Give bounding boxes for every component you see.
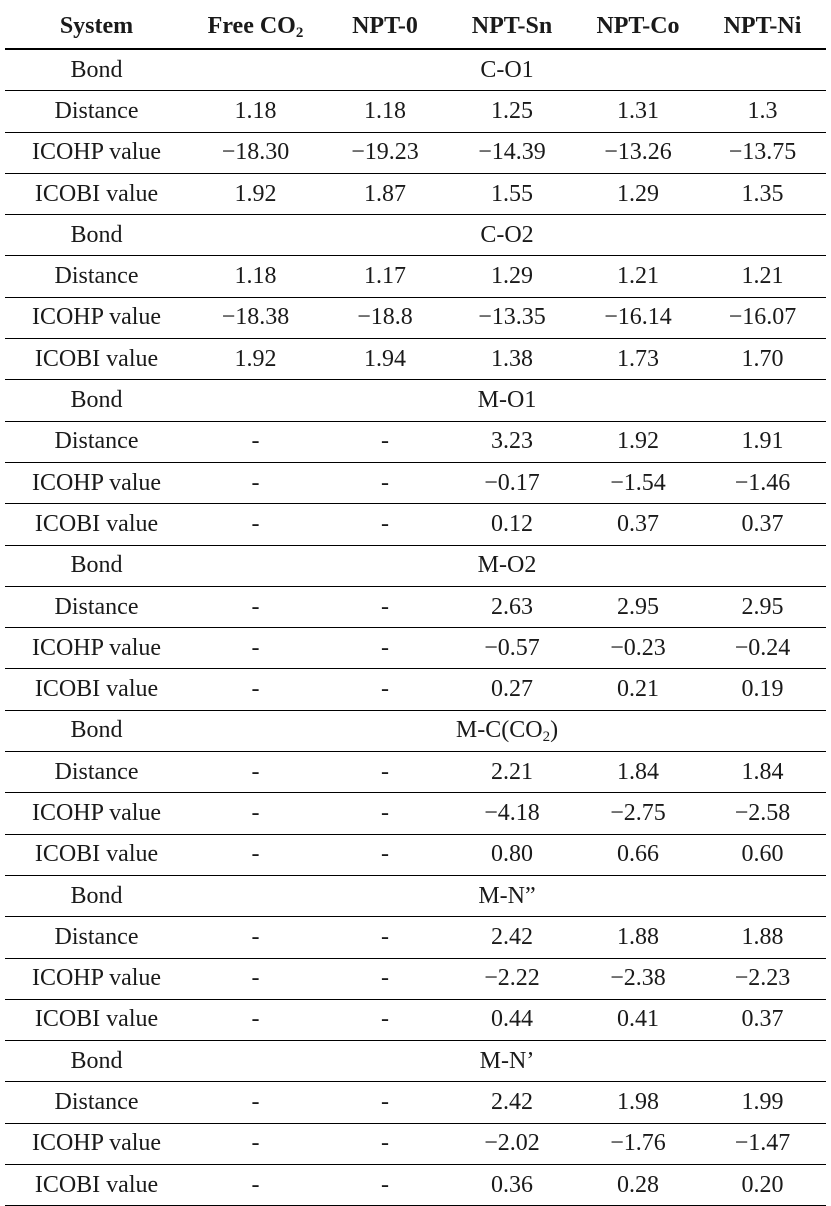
table-cell: 1.99 [741, 1089, 784, 1116]
table-cell: −2.23 [734, 965, 791, 992]
table-cell: −0.23 [610, 634, 666, 661]
row-label: Distance [54, 97, 139, 124]
bond-label: Bond [70, 717, 123, 744]
table-row [5, 297, 826, 338]
bond-name-suffix: ) [550, 717, 559, 744]
table-cell: 0.36 [491, 1171, 533, 1198]
table-cell: 1.21 [617, 263, 659, 290]
table-row [5, 1123, 826, 1164]
table-cell: 0.19 [741, 676, 784, 703]
row-label: ICOHP value [31, 634, 162, 661]
table-cell: 0.21 [617, 676, 659, 703]
table-cell: 1.18 [234, 263, 277, 290]
table-cell: −1.54 [610, 469, 666, 496]
table-row [5, 91, 826, 132]
header-npt-co: NPT-Co [577, 4, 699, 49]
table-cell: 1.87 [364, 180, 406, 207]
header-free-co2-text: Free CO [207, 12, 296, 39]
header-row [5, 4, 826, 49]
row-label: ICOHP value [31, 469, 162, 496]
table-row [5, 504, 826, 545]
row-label: ICOBI value [34, 1171, 159, 1198]
table-cell: - [251, 1089, 260, 1116]
bond-row [5, 710, 826, 751]
table-cell: 1.31 [617, 97, 659, 124]
table-cell: −2.58 [734, 799, 791, 826]
table-cell: - [251, 923, 260, 950]
table-cell: 2.42 [491, 923, 533, 950]
table-cell: 0.20 [741, 1171, 784, 1198]
table-cell: 0.28 [617, 1171, 659, 1198]
table-cell: −18.8 [357, 304, 413, 331]
table-cell: 1.92 [234, 345, 277, 372]
table-body [5, 49, 826, 1206]
table-cell: - [251, 841, 260, 868]
row-label: ICOBI value [34, 345, 159, 372]
table-cell: 1.21 [741, 263, 784, 290]
table-cell: 1.84 [617, 758, 659, 785]
table-cell: 0.66 [617, 841, 659, 868]
table-cell: - [251, 965, 260, 992]
table-row [5, 958, 826, 999]
table-cell: 2.42 [491, 1089, 533, 1116]
table-cell: 1.18 [234, 97, 277, 124]
table-cell: 2.63 [491, 593, 533, 620]
table-cell: −14.39 [478, 139, 546, 166]
row-label: ICOBI value [34, 676, 159, 703]
table-cell: 1.25 [491, 97, 533, 124]
bond-row [5, 875, 826, 916]
table-cell: 0.60 [741, 841, 784, 868]
table-cell: −2.38 [610, 965, 666, 992]
table-cell: - [251, 1006, 260, 1033]
table-cell: 1.29 [491, 263, 533, 290]
table-cell: - [381, 758, 389, 785]
bond-label: Bond [70, 882, 123, 909]
table-cell: −13.35 [478, 304, 546, 331]
table-cell: - [251, 758, 260, 785]
bond-name: M-N’ [479, 1047, 535, 1074]
table-cell: - [381, 1130, 389, 1157]
table-cell: −2.75 [610, 799, 666, 826]
table-cell: −2.02 [484, 1130, 540, 1157]
row-label: Distance [54, 263, 139, 290]
table-cell: - [381, 923, 389, 950]
bond-label: Bond [70, 221, 123, 248]
table-row [5, 421, 826, 462]
header-npt-ni: NPT-Ni [699, 4, 826, 49]
table-cell: 1.92 [617, 428, 659, 455]
table-cell: 1.18 [364, 97, 406, 124]
table-cell: 1.70 [741, 345, 784, 372]
header-npt-0: NPT-0 [323, 4, 447, 49]
table-cell: 0.41 [617, 1006, 659, 1033]
table-cell: 0.44 [491, 1006, 533, 1033]
row-label: Distance [54, 593, 139, 620]
table-cell: 3.23 [491, 428, 533, 455]
table-cell: −0.17 [484, 469, 540, 496]
table-cell: - [381, 841, 389, 868]
row-label: Distance [54, 923, 139, 950]
table-cell: −1.47 [734, 1130, 791, 1157]
table-cell: 1.29 [617, 180, 659, 207]
bond-label: Bond [70, 56, 123, 83]
row-label: ICOHP value [31, 965, 162, 992]
bond-row [5, 380, 826, 421]
table-cell: −1.46 [734, 469, 791, 496]
table-cell: - [381, 510, 389, 537]
bond-name [188, 710, 826, 751]
table-row [5, 669, 826, 710]
table-cell: 1.55 [491, 180, 533, 207]
header-npt-sn: NPT-Sn [447, 4, 577, 49]
table-cell: 0.37 [617, 510, 659, 537]
table-cell: −16.07 [728, 304, 797, 331]
bond-row [5, 545, 826, 586]
header-free-co2 [188, 4, 323, 49]
table-cell: 0.37 [741, 1006, 784, 1033]
table-row [5, 834, 826, 875]
row-label: ICOBI value [34, 1006, 159, 1033]
table-row [5, 132, 826, 173]
table-row [5, 462, 826, 503]
table-cell: - [251, 469, 260, 496]
table-cell: - [251, 634, 260, 661]
table-cell: −13.75 [728, 139, 797, 166]
table-cell: - [251, 428, 260, 455]
table-row [5, 256, 826, 297]
table-cell: 1.35 [741, 180, 784, 207]
table-cell: 1.94 [364, 345, 406, 372]
table-cell: - [381, 799, 389, 826]
table-cell: −18.30 [221, 139, 290, 166]
table-cell: 1.91 [741, 428, 784, 455]
bond-label: Bond [70, 387, 123, 414]
bond-row [5, 49, 826, 91]
bonding-analysis-table-wrapper [5, 4, 826, 1206]
bond-name: C-O1 [480, 56, 534, 83]
table-cell: 1.92 [234, 180, 277, 207]
table-cell: 1.3 [747, 97, 778, 124]
row-label: ICOHP value [31, 1130, 162, 1157]
row-label: ICOBI value [34, 510, 159, 537]
table-cell: 1.88 [741, 923, 784, 950]
table-cell: - [251, 799, 260, 826]
table-cell: 1.73 [617, 345, 659, 372]
table-cell: - [381, 469, 389, 496]
table-row [5, 1165, 826, 1206]
bonding-analysis-table [5, 4, 826, 1206]
table-cell: - [381, 1171, 389, 1198]
table-row [5, 917, 826, 958]
table-row [5, 173, 826, 214]
header-system: System [5, 4, 188, 49]
bond-name: M-O1 [477, 387, 537, 414]
table-cell: - [251, 510, 260, 537]
table-cell: - [381, 1006, 389, 1033]
row-label: Distance [54, 428, 139, 455]
table-cell: - [381, 676, 389, 703]
row-label: Distance [54, 758, 139, 785]
bond-label: Bond [70, 552, 123, 579]
row-label: ICOHP value [31, 139, 162, 166]
table-cell: - [381, 1089, 389, 1116]
row-label: ICOBI value [34, 180, 159, 207]
table-cell: - [251, 1171, 260, 1198]
table-row [5, 752, 826, 793]
table-cell: −0.24 [734, 634, 791, 661]
table-row [5, 339, 826, 380]
bond-row [5, 1041, 826, 1082]
table-cell: −1.76 [610, 1130, 666, 1157]
header-free-co2-subscript: 2 [295, 24, 304, 41]
bond-name: C-O2 [480, 221, 534, 248]
row-label: ICOHP value [31, 304, 162, 331]
table-cell: - [381, 965, 389, 992]
table-cell: 0.12 [491, 510, 533, 537]
table-cell: −2.22 [484, 965, 540, 992]
table-cell: −4.18 [484, 799, 540, 826]
bond-name-subscript: 2 [542, 729, 551, 746]
bond-name: M-N” [478, 882, 536, 909]
table-row [5, 999, 826, 1040]
table-cell: 1.88 [617, 923, 659, 950]
table-row [5, 793, 826, 834]
table-cell: - [251, 593, 260, 620]
table-cell: 0.37 [741, 510, 784, 537]
table-cell: 2.95 [617, 593, 659, 620]
table-cell: −16.14 [604, 304, 672, 331]
bond-name-text: M-C(CO [455, 717, 543, 744]
bond-label: Bond [70, 1047, 123, 1074]
table-cell: - [381, 634, 389, 661]
row-label: ICOHP value [31, 799, 162, 826]
table-cell: 0.27 [491, 676, 533, 703]
row-label: ICOBI value [34, 841, 159, 868]
row-label: Distance [54, 1089, 139, 1116]
table-cell: −19.23 [351, 139, 419, 166]
table-cell: 0.80 [491, 841, 533, 868]
table-cell: 1.38 [491, 345, 533, 372]
table-cell: 1.98 [617, 1089, 659, 1116]
table-cell: −0.57 [484, 634, 540, 661]
bond-name: M-O2 [477, 552, 537, 579]
table-row [5, 1082, 826, 1123]
table-cell: - [251, 1130, 260, 1157]
table-cell: - [381, 593, 389, 620]
table-cell: 1.17 [364, 263, 406, 290]
table-cell: - [251, 676, 260, 703]
table-cell: 2.21 [491, 758, 533, 785]
table-cell: −18.38 [221, 304, 290, 331]
bond-row [5, 215, 826, 256]
table-row [5, 628, 826, 669]
table-cell: - [381, 428, 389, 455]
table-cell: −13.26 [604, 139, 672, 166]
table-row [5, 586, 826, 627]
table-cell: 1.84 [741, 758, 784, 785]
table-cell: 2.95 [741, 593, 784, 620]
